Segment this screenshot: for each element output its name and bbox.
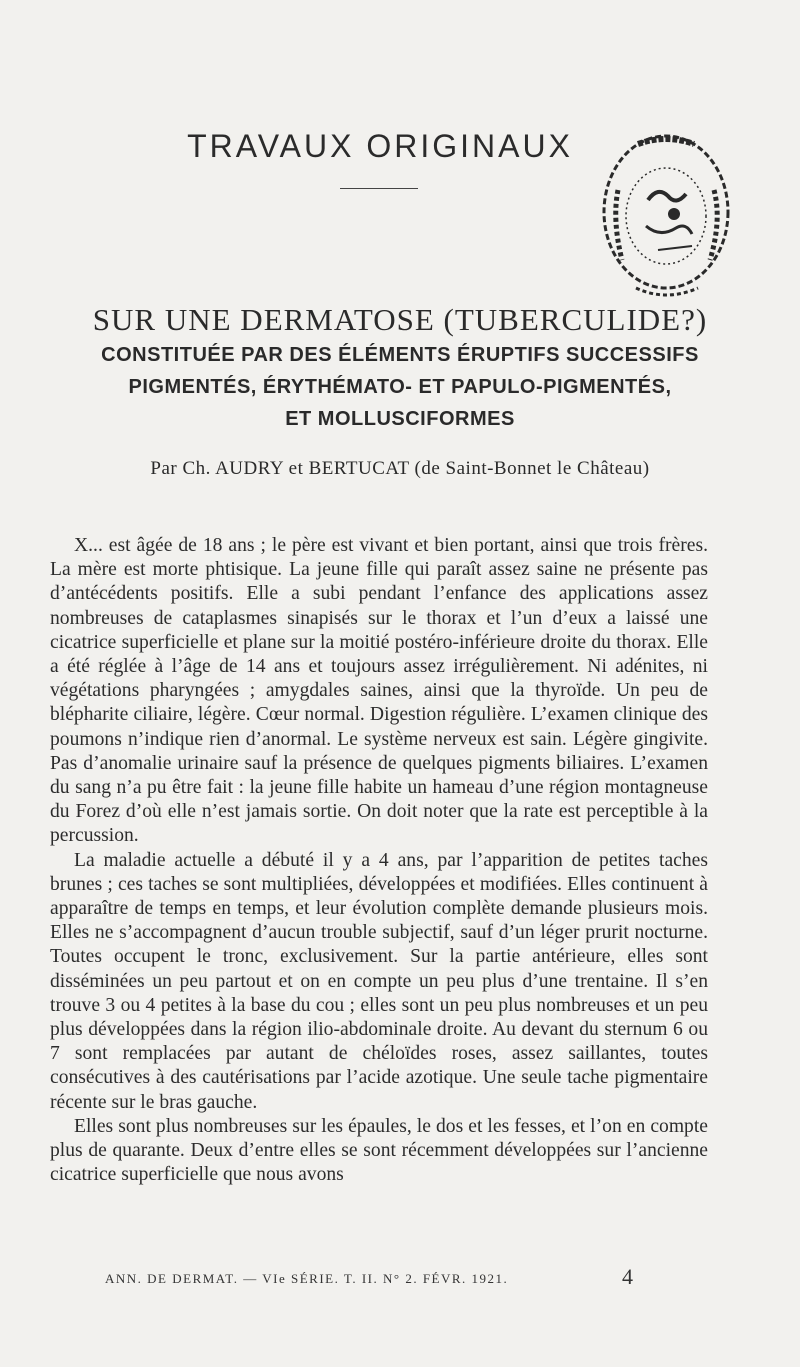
body-paragraph-1: X... est âgée de 18 ans ; le père est vivant et bien portant, ainsi que trois frères. La mère est morte phtisique. La jeune fille qui paraît assez saine ne présente pas d’antécédents positifs. Elle a subi pendant l’enfance des applications assez nombreuses de cataplasmes sinapisés sur le thorax et l’un d’eux a laissé une cicatrice superficielle et plane sur la moitié postéro-inférieure droite du thorax. Elle a été réglée à l’âge de 14 ans et toujours assez irrégulièrement. Ni adénites, ni végétations pharyngées ; amygdales saines, ainsi que la thyroïde. Un peu de blépharite ciliaire, légère. Cœur normal. Digestion régulière. L’examen clinique des poumons n’indique rien d’anormal. Le système nerveux est sain. Légère gingivite. Pas d’anomalie urinaire sauf la présence de quelques pigments biliaires. L’examen du sang n’a pu être fait : la jeune fille habite un hameau d’une région montagneuse du Forez d’où elle n’est jamais sortie. On doit noter que la rate est perceptible à la percussion. <box>50 535 708 847</box>
body-paragraph-2: La maladie actuelle a débuté il y a 4 ans, par l’apparition de petites taches brunes ; ces taches se sont multipliées, développées et modifiées. Elles continuent à apparaître de temps en temps, et leur évolution complète demande plusieurs mois. Elles ne s’accompagnent d’aucun trouble subjectif, sauf d’un léger prurit nocturne. Toutes occupent le tronc, exclusivement. Sur la partie antérieure, elles sont disséminées un peu partout et on en compte un peu plus d’une trentaine. Il s’en trouve 3 ou 4 petites à la base du cou ; elles sont un peu plus nombreuses et un peu plus développées dans la région ilio-abdominale droite. Au devant du sternum 6 ou 7 sont remplacées par autant de chéloïdes roses, assez saillantes, toutes consécutives à des cautérisations par l’acide azotique. Une seule tache pigmentaire récente sur le bras gauche. <box>50 849 708 1113</box>
article-subtitle-line-2: PIGMENTÉS, ÉRYTHÉMATO- ET PAPULO-PIGMENTÉS, <box>128 376 672 398</box>
article-title: SUR UNE DERMATOSE (TUBERCULIDE?) <box>92 302 708 337</box>
page-number: 4 <box>622 1264 633 1289</box>
section-heading: TRAVAUX ORIGINAUX <box>187 128 573 164</box>
article-subtitle-line-1: CONSTITUÉE PAR DES ÉLÉMENTS ÉRUPTIFS SUCCESSIFS <box>101 344 699 366</box>
author-byline: Par Ch. AUDRY et BERTUCAT (de Saint-Bonnet le Château) <box>150 458 650 479</box>
body-paragraph-3: Elles sont plus nombreuses sur les épaules, le dos et les fesses, et l’on en compte plus de quarante. Deux d’entre elles se sont récemment développées sur l’ancienne cicatrice superficielle que nous avons <box>50 1115 708 1186</box>
library-stamp-icon <box>588 130 738 305</box>
article-body <box>50 534 708 1187</box>
article-subtitle-line-3: ET MOLLUSCIFORMES <box>285 408 515 430</box>
heading-rule <box>340 188 418 189</box>
journal-footer: ANN. DE DERMAT. — VIe SÉRIE. T. II. N° 2. FÉVR. 1921. <box>105 1271 509 1286</box>
